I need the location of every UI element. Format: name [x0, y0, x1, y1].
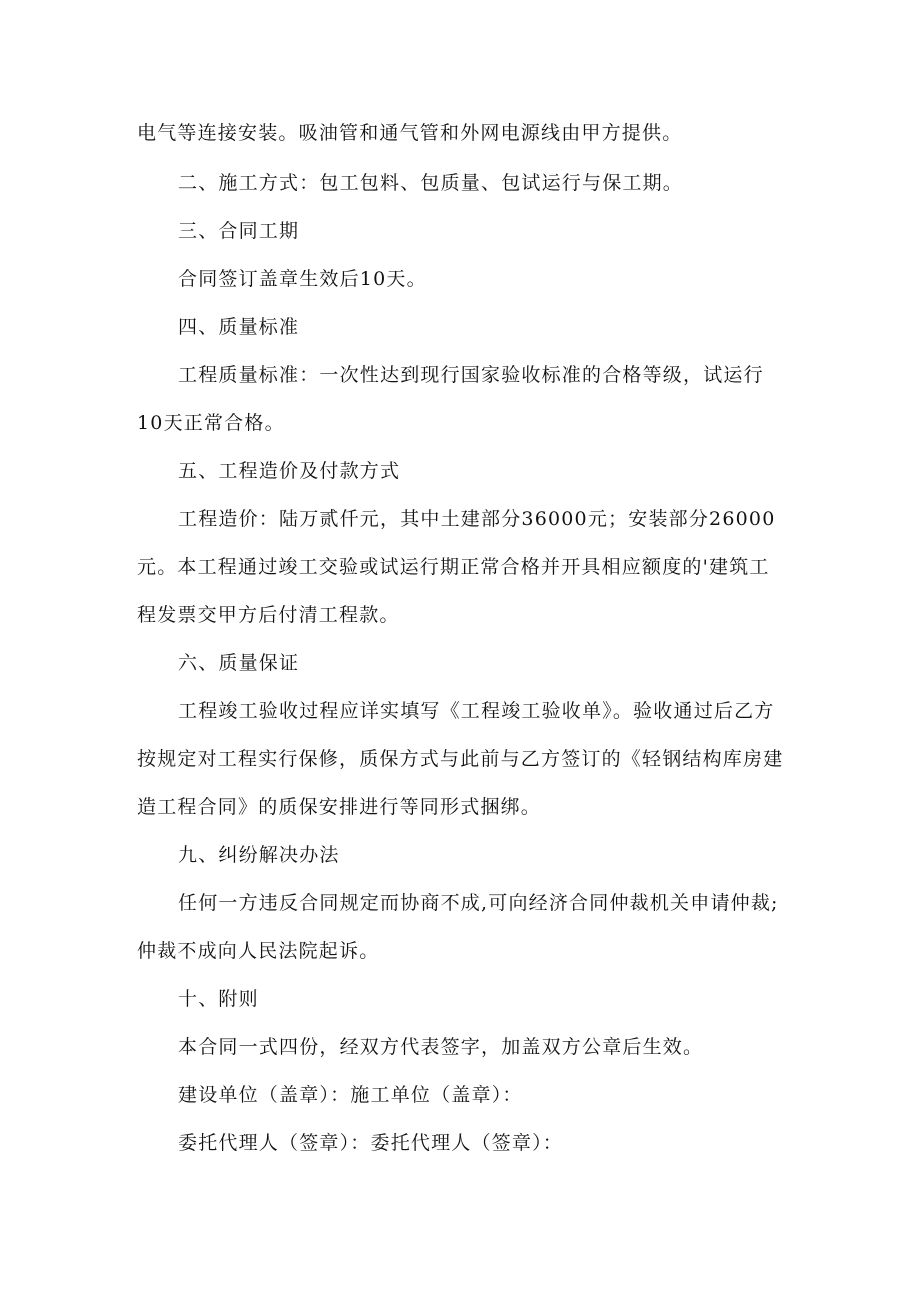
paragraph-line: 工程竣工验收过程应详实填写《工程竣工验收单》。验收通过后乙方 — [178, 700, 775, 722]
paragraph-line: 工程造价：陆万贰仟元，其中土建部分36000元；安装部分26000 — [178, 508, 776, 530]
signature-line-agent: 委托代理人（签章）：委托代理人（签章）： — [178, 1132, 564, 1154]
paragraph-line: 10天正常合格。 — [137, 412, 285, 434]
paragraph-line: 合同签订盖章生效后10天。 — [178, 268, 427, 290]
section-heading-quality-standard: 四、质量标准 — [178, 316, 300, 338]
section-heading-contract-period: 三、合同工期 — [178, 220, 300, 242]
paragraph-line: 程发票交甲方后付清工程款。 — [137, 604, 400, 626]
section-heading-quality-guarantee: 六、质量保证 — [178, 652, 300, 674]
paragraph-line: 按规定对工程实行保修，质保方式与此前与乙方签订的《轻钢结构库房建 — [137, 748, 784, 770]
section-heading-supplementary: 十、附则 — [178, 988, 259, 1010]
section-heading-cost-payment: 五、工程造价及付款方式 — [178, 460, 401, 482]
paragraph-line: 任何一方违反合同规定而协商不成,可向经济合同仲裁机关申请仲裁; — [178, 892, 779, 914]
section-heading-construction-method: 二、施工方式：包工包料、包质量、包试运行与保工期。 — [178, 172, 684, 194]
paragraph-line: 本合同一式四份，经双方代表签字，加盖双方公章后生效。 — [178, 1036, 704, 1058]
paragraph-line: 电气等连接安装。吸油管和通气管和外网电源线由甲方提供。 — [137, 122, 683, 144]
paragraph-line: 仲裁不成向人民法院起诉。 — [137, 940, 380, 962]
signature-line-seal: 建设单位（盖章）：施工单位（盖章）： — [178, 1084, 523, 1106]
paragraph-line: 工程质量标准：一次性达到现行国家验收标准的合格等级，试运行 — [178, 364, 764, 386]
paragraph-line: 元。本工程通过竣工交验或试运行期正常合格并开具相应额度的'建筑工 — [137, 556, 770, 578]
section-heading-dispute-resolution: 九、纠纷解决办法 — [178, 844, 340, 866]
paragraph-line: 造工程合同》的质保安排进行等同形式捆绑。 — [137, 796, 542, 818]
